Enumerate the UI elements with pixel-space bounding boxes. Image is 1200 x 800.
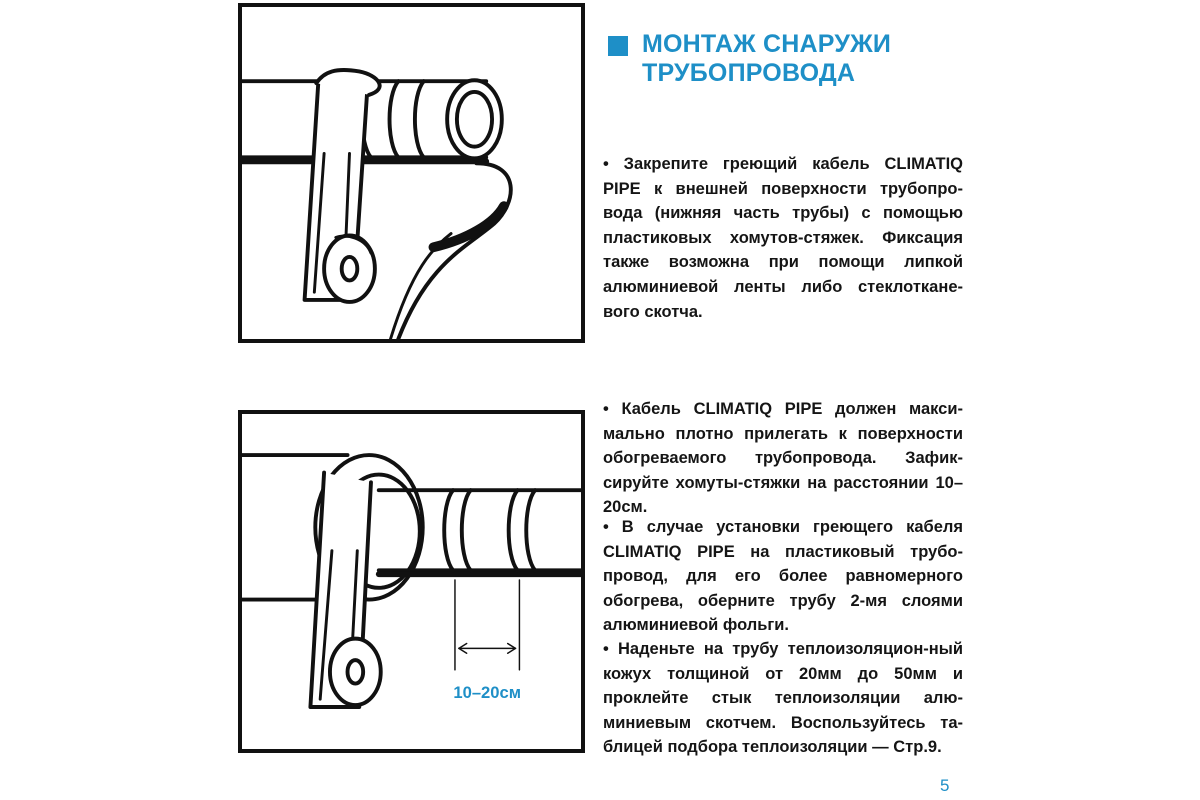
instruction-paragraph-2: • Кабель CLIMATIQ PIPE должен макси-мально плотно прилегать к поверхности обогреваемого трубопровода. Зафик-сируйте хомуты-стяжки на расстоянии 10–20см. xyxy=(603,400,963,517)
section-title: МОНТАЖ СНАРУЖИ ТРУБОПРОВОДА xyxy=(642,30,892,87)
section-heading xyxy=(608,30,942,88)
heading-square-icon xyxy=(608,36,628,56)
page-number: 5 xyxy=(940,776,950,795)
pipe-spacing-icon xyxy=(242,414,581,749)
instruction-paragraph-3: • В случае установки греющего кабеля CLIMATIQ PIPE на пластиковый трубо-провод, для его более равномерного обогрева, оберните трубу 2-мя слоями алюминиевой фольги. xyxy=(603,518,963,635)
instruction-paragraph-4: • Наденьте на трубу теплоизоляцион-ный кожух толщиной от 20мм до 50мм и проклейте стык теплоизоляции алю-миниевым скотчем. Воспользуйтесь та-блицей подбора теплоизоляции — Стр.9. xyxy=(603,640,963,757)
pipe-with-cable-tie-icon xyxy=(242,7,581,339)
instruction-paragraph-1: • Закрепите греющий кабель CLIMATIQ PIPE к внешней поверхности трубопро-вода (нижняя часть трубы) с помощью пластиковых хомутов-стяжек. Фиксация также возможна при помощи липкой алюминиевой ленты либо стеклоткане-вого скотча. xyxy=(603,155,963,321)
illustration-top xyxy=(238,3,585,343)
dimension-label: 10–20см xyxy=(453,683,522,703)
illustration-bottom xyxy=(238,410,585,753)
